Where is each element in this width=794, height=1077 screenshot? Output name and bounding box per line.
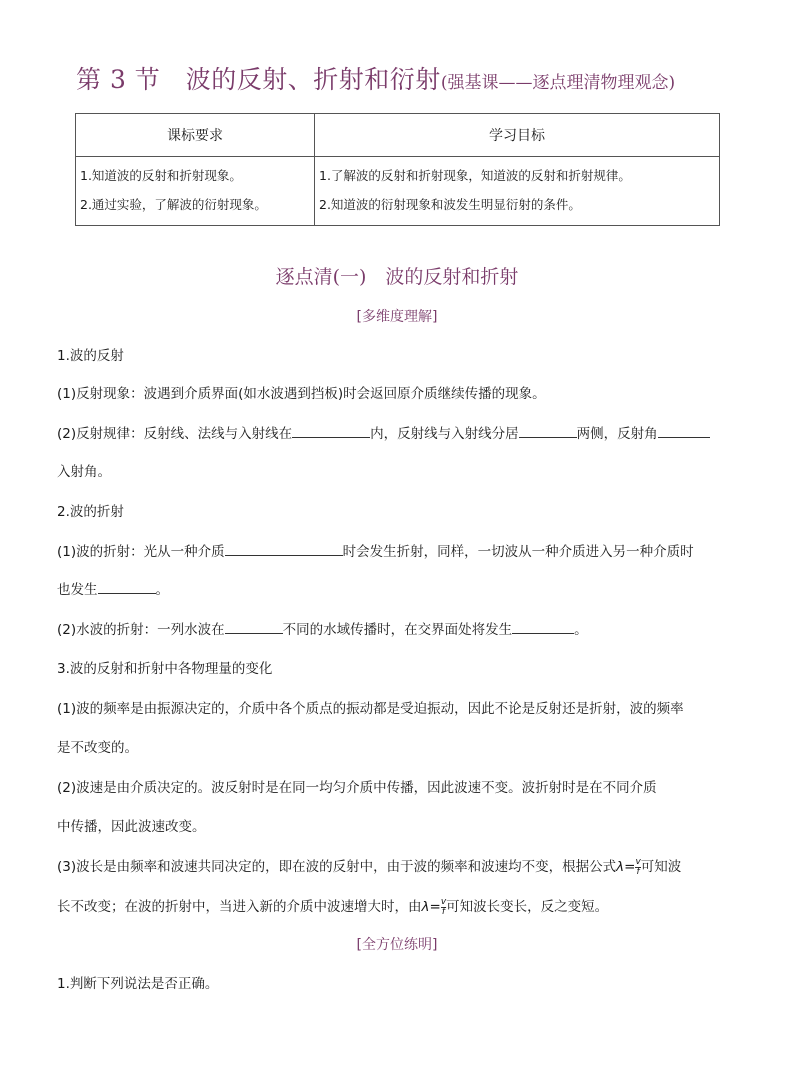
- text-segment: 长不改变；在波的折射中，当进入新的介质中波速增大时，由: [57, 899, 422, 915]
- text-segment: 时会发生折射，同样，一切波从一种介质进入另一种介质时: [342, 544, 694, 560]
- text-segment: 内，反射线与入射线分居: [370, 426, 519, 442]
- table-header-standard: 课标要求: [76, 114, 315, 157]
- requirements-table: [75, 113, 720, 226]
- text-line: [57, 422, 710, 442]
- formula-lhs: λ=: [616, 859, 636, 875]
- standard-item: 2.通过实验，了解波的衍射现象。: [80, 197, 267, 212]
- formula-numerator: v: [440, 896, 447, 907]
- section-label-understanding: [多维度理解]: [356, 309, 438, 325]
- goal-item: 1.了解波的反射和折射现象，知道波的反射和折射规律。: [319, 168, 631, 183]
- text-segment: 。: [574, 622, 588, 638]
- section-title: 逐点清(一) 波的反射和折射: [275, 266, 519, 288]
- text-line: 1.波的反射: [57, 348, 124, 364]
- formula-numerator: v: [635, 856, 641, 867]
- standard-item: 1.知道波的反射和折射现象。: [80, 168, 242, 183]
- page-title-main: 第 3 节 波的反射、折射和衍射: [76, 65, 441, 94]
- text-segment: (2)反射规律：反射线、法线与入射线在: [57, 426, 293, 442]
- fill-blank[interactable]: [225, 619, 283, 634]
- fill-blank[interactable]: [512, 619, 574, 634]
- fill-blank[interactable]: [225, 541, 343, 556]
- page-title-sub: (强基课——逐点理清物理观念): [440, 73, 676, 93]
- text-segment: 可知波: [640, 859, 682, 875]
- text-line: 3.波的反射和折射中各物理量的变化: [57, 661, 273, 677]
- section-label-practice: [全方位练明]: [356, 937, 438, 953]
- formula-lhs: λ=: [421, 899, 441, 915]
- text-segment: 。: [155, 582, 169, 598]
- formula-denominator: f: [441, 906, 446, 917]
- table-cell-standard: [76, 157, 315, 226]
- text-line: [57, 618, 588, 638]
- text-line: (2)波速是由介质决定的。波反射时是在同一均匀介质中传播，因此波速不变。波折射时是在不同介质: [57, 780, 657, 796]
- text-line: [57, 578, 169, 598]
- text-segment: (2)水波的折射：一列水波在: [57, 622, 225, 638]
- text-segment: 也发生: [57, 582, 98, 598]
- fill-blank[interactable]: [519, 423, 577, 438]
- table-header-goals: 学习目标: [315, 114, 720, 157]
- text-line: 2.波的折射: [57, 504, 124, 520]
- table-cell-goals: [315, 157, 720, 226]
- fill-blank[interactable]: [292, 423, 370, 438]
- text-segment: (3)波长是由频率和波速共同决定的，即在波的反射中，由于波的频率和波速均不变，根据公式: [57, 859, 617, 875]
- text-segment: (1)波的折射：光从一种介质: [57, 544, 225, 560]
- fill-blank[interactable]: [658, 423, 710, 438]
- text-segment: 不同的水域传播时，在交界面处将发生: [282, 622, 513, 638]
- page-title: [76, 60, 776, 96]
- fill-blank[interactable]: [98, 579, 156, 594]
- text-segment: 可知波长变长，反之变短。: [446, 899, 609, 915]
- text-line: [57, 540, 694, 560]
- formula-denominator: f: [636, 866, 640, 877]
- text-segment: 两侧，反射角: [576, 426, 658, 442]
- goal-item: 2.知道波的衍射现象和波发生明显衍射的条件。: [319, 197, 581, 212]
- text-line: [57, 855, 681, 877]
- text-line: (1)反射现象：波遇到介质界面(如水波遇到挡板)时会返回原介质继续传播的现象。: [57, 386, 546, 402]
- text-line: 入射角。: [57, 464, 111, 480]
- text-line: 中传播，因此波速改变。: [57, 819, 206, 835]
- text-line: 1.判断下列说法是否正确。: [57, 976, 219, 992]
- text-line: (1)波的频率是由振源决定的，介质中各个质点的振动都是受迫振动，因此不论是反射还是折射，波的频率: [57, 701, 684, 717]
- text-line: [57, 895, 608, 917]
- text-line: 是不改变的。: [57, 740, 138, 756]
